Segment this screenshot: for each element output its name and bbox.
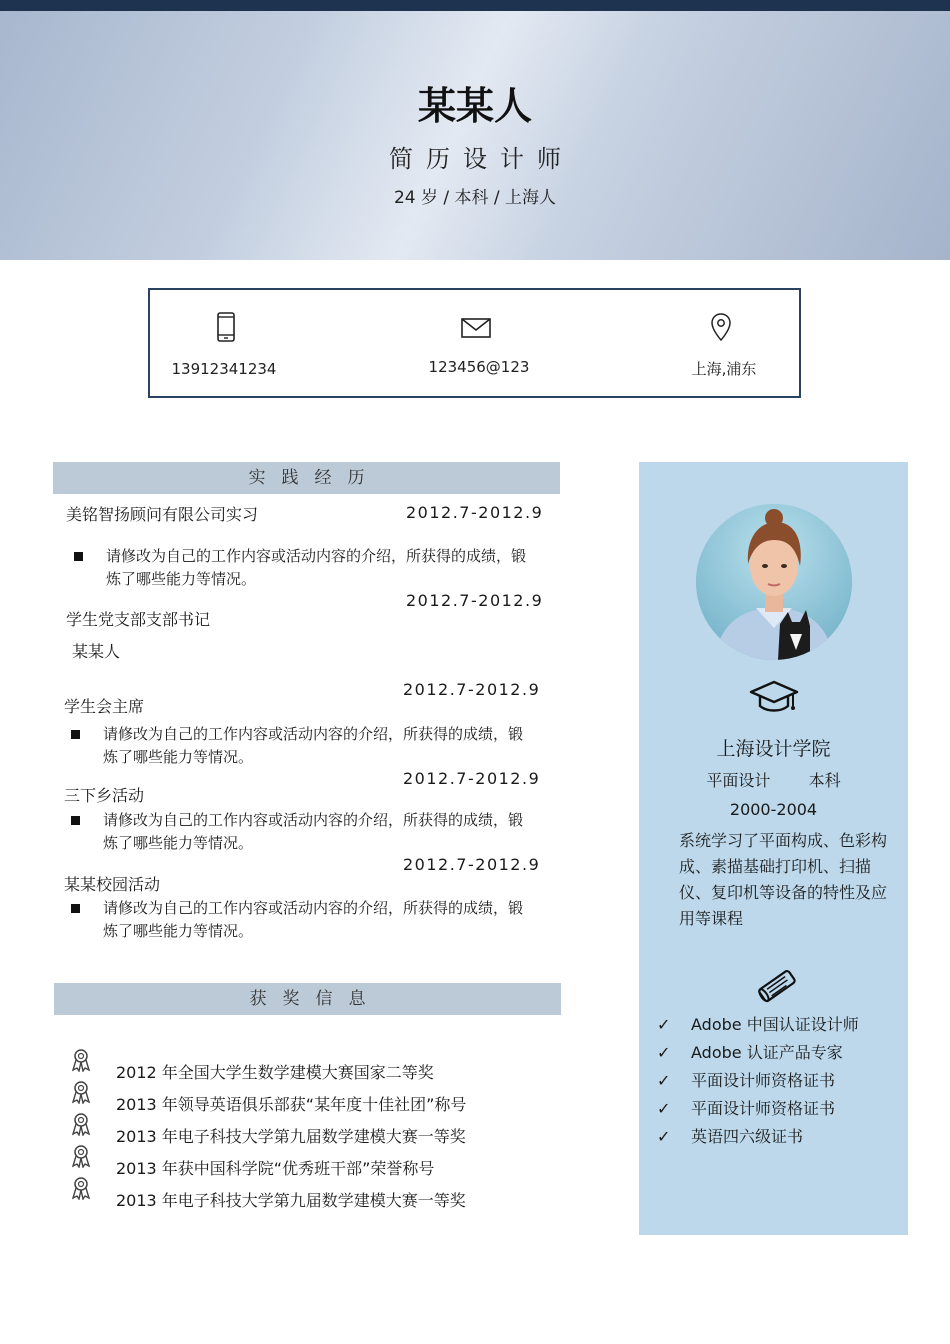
- experience-date: 2012.7-2012.9: [406, 503, 544, 522]
- award-ribbon-icon: [71, 1048, 91, 1072]
- award-ribbon-icon: [71, 1080, 91, 1104]
- experience-date: 2012.7-2012.9: [403, 855, 541, 874]
- study-years: 2000-2004: [729, 800, 818, 819]
- experience-title: 学生党支部支部书记: [66, 610, 211, 629]
- experience-desc: 请修改为自己的工作内容或活动内容的介绍，所获得的成绩，锻炼了哪些能力等情况。: [106, 547, 527, 588]
- phone-icon: [216, 312, 236, 342]
- education-desc: 系统学习了平面构成、色彩构成、素描基础打印机、扫描仪、复印机等设备的特性及应用等课程: [679, 831, 888, 928]
- experience-title: 三下乡活动: [64, 786, 145, 805]
- award-item: 2013 年电子科技大学第九届数学建模大赛一等奖: [116, 1191, 466, 1210]
- major: 平面设计: [706, 771, 771, 790]
- award-ribbon-icon: [71, 1112, 91, 1136]
- major-degree: [639, 768, 908, 791]
- bullet: [71, 730, 80, 739]
- location-text: 上海,浦东: [691, 360, 757, 378]
- top-bar: [0, 0, 950, 11]
- diploma-icon: [755, 966, 799, 1006]
- personal-meta: 24 岁 / 本科 / 上海人: [393, 188, 557, 208]
- award-item: 2013 年电子科技大学第九届数学建模大赛一等奖: [116, 1127, 466, 1146]
- mail-icon: [461, 318, 491, 338]
- checkmark-icon: ✓: [657, 1015, 671, 1034]
- checkmark-icon: ✓: [657, 1099, 671, 1118]
- school-name: 上海设计学院: [716, 738, 831, 760]
- certificate-item: ✓ Adobe 认证产品专家: [657, 1043, 843, 1062]
- job-title: 简历设计师: [389, 145, 574, 173]
- sidebar: [639, 462, 908, 1235]
- award-item: 2013 年获中国科学院“优秀班干部”荣誉称号: [116, 1159, 435, 1178]
- experience-desc: 请修改为自己的工作内容或活动内容的介绍，所获得的成绩，锻炼了哪些能力等情况。: [103, 899, 524, 940]
- experience-desc: 请修改为自己的工作内容或活动内容的介绍，所获得的成绩，锻炼了哪些能力等情况。: [103, 811, 524, 852]
- award-ribbon-icon: [71, 1144, 91, 1168]
- bullet: [71, 816, 80, 825]
- email-address[interactable]: 123456@123: [428, 358, 530, 376]
- certificate-item: ✓ 平面设计师资格证书: [657, 1071, 836, 1090]
- header-banner: [0, 11, 950, 260]
- experience-title: 美铭智扬顾问有限公司实习: [66, 505, 259, 524]
- experience-title: 学生会主席: [64, 697, 145, 716]
- experience-desc: 请修改为自己的工作内容或活动内容的介绍，所获得的成绩，锻炼了哪些能力等情况。: [103, 725, 524, 766]
- certificate-item: ✓ Adobe 中国认证设计师: [657, 1015, 859, 1034]
- degree: 本科: [808, 771, 841, 790]
- experience-section-title: 实践经历: [53, 462, 560, 494]
- bullet: [71, 904, 80, 913]
- checkmark-icon: ✓: [657, 1127, 671, 1146]
- bullet: [74, 552, 83, 561]
- checkmark-icon: ✓: [657, 1071, 671, 1090]
- candidate-name: 某某人: [417, 84, 532, 128]
- phone-number[interactable]: 13912341234: [171, 360, 277, 378]
- checkmark-icon: ✓: [657, 1043, 671, 1062]
- experience-date: 2012.7-2012.9: [403, 680, 541, 699]
- award-item: 2013 年领导英语俱乐部获“某年度十佳社团”称号: [116, 1095, 467, 1114]
- certificate-item: ✓ 英语四六级证书: [657, 1127, 804, 1146]
- awards-section-title: 获奖信息: [54, 983, 561, 1015]
- experience-date: 2012.7-2012.9: [406, 591, 544, 610]
- location-pin-icon: [711, 313, 731, 341]
- award-ribbon-icon: [71, 1176, 91, 1200]
- certificate-item: ✓ 平面设计师资格证书: [657, 1099, 836, 1118]
- experience-desc: 某某人: [72, 642, 121, 661]
- experience-title: 某某校园活动: [64, 875, 161, 894]
- contact-box: [148, 288, 801, 398]
- experience-date: 2012.7-2012.9: [403, 769, 541, 788]
- profile-photo: [696, 504, 852, 660]
- award-item: 2012 年全国大学生数学建模大赛国家二等奖: [116, 1063, 434, 1082]
- graduation-cap-icon: [749, 680, 799, 716]
